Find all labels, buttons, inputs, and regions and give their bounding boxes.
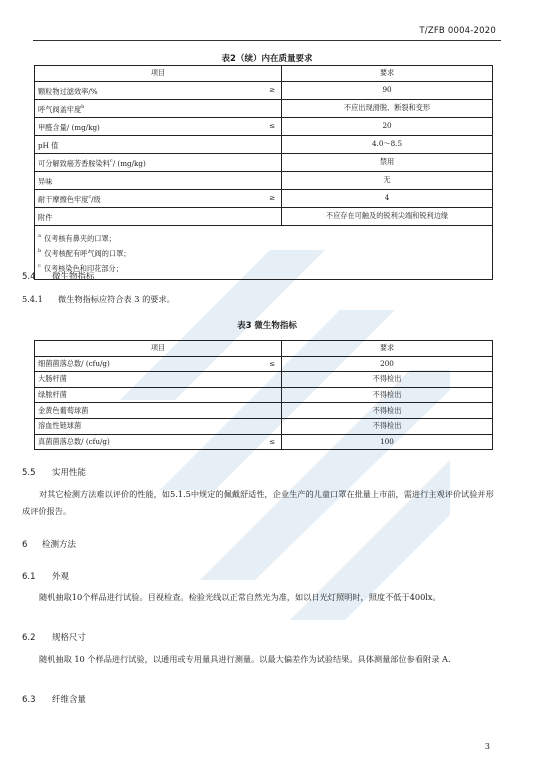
table-row — [35, 207, 493, 225]
row-item: pH 值 — [35, 135, 235, 153]
table-row — [35, 356, 493, 372]
row-comparator — [235, 135, 282, 153]
row-requirement: 不得检出 — [282, 403, 493, 419]
row-item: 甲醛含量/ (mg/kg) — [35, 117, 235, 135]
row-item: 可分解致癌芳香胺染料$^c$/ (mg/kg) — [35, 153, 235, 171]
row-item: 溶血性链球菌 — [35, 418, 235, 434]
section-6-2-heading: 6.2 规格尺寸 — [22, 633, 87, 643]
row-requirement: 不得检出 — [282, 372, 493, 388]
row-item: 耐干摩擦色牢度$^c$/级 — [35, 189, 235, 207]
section-6-2-paragraph: 随机抽取 10 个样品进行试验，以通用或专用量具进行测量。以最大偏差作为试验结果。具体测量部位参看附录 A. — [39, 654, 451, 664]
table2-header-requirement: 要求 — [282, 66, 493, 82]
row-comparator — [235, 153, 282, 171]
table-row — [35, 189, 493, 207]
table-row — [35, 372, 493, 388]
table-row — [35, 99, 493, 117]
row-item: 异味 — [35, 171, 235, 189]
table-row — [35, 403, 493, 419]
row-comparator: ≤ — [235, 434, 282, 450]
row-comparator — [235, 418, 282, 434]
row-requirement: 不得检出 — [282, 418, 493, 434]
table-row — [35, 135, 493, 153]
row-comparator: ≥ — [235, 189, 282, 207]
row-item: 绿脓杆菌 — [35, 387, 235, 403]
section-5-4-1-text: 5.4.1 微生物指标应符合表 3 的要求。 — [22, 294, 175, 304]
table-row — [35, 153, 493, 171]
section-5-4-heading: 5.4 微生物指标 — [22, 272, 95, 282]
row-comparator — [235, 372, 282, 388]
note-line: $^a$ 仅考核有鼻夹的口罩； — [38, 232, 116, 243]
note-line: $^b$ 仅考核配有呼气阀的口罩； — [38, 247, 131, 258]
row-item: 呼气阀盖牢度$^b$ — [35, 99, 235, 117]
row-requirement: 禁用 — [282, 153, 493, 171]
row-requirement: 4 — [282, 189, 493, 207]
table-row — [35, 418, 493, 434]
table2-header-item: 项目 — [35, 66, 282, 82]
table-row — [35, 81, 493, 99]
page-number: 3 — [484, 742, 490, 751]
table-row — [35, 434, 493, 450]
table2-title: 表2（续）内在质量要求 — [221, 54, 313, 64]
table2-quality-requirements — [34, 65, 493, 280]
table3-header-requirement: 要求 — [282, 341, 493, 357]
row-item: 细菌菌落总数/ (cfu/g) — [35, 356, 235, 372]
section-6-1-paragraph: 随机抽取10个样品进行试验。目视检查。检验光线以正常自然光为准，如以日光灯照明时，照度不低于400lx。 — [39, 592, 441, 602]
row-comparator — [235, 171, 282, 189]
row-requirement: 4.0～8.5 — [282, 135, 493, 153]
table3-header-item: 项目 — [35, 341, 282, 357]
note-line: $^c$ 仅考核染色和印花部分； — [38, 262, 123, 273]
table3-title: 表3 微生物指标 — [237, 321, 297, 331]
row-requirement: 90 — [282, 81, 493, 99]
row-requirement: 100 — [282, 434, 493, 450]
section-5-5-heading: 5.5 实用性能 — [22, 468, 87, 478]
table-row — [35, 117, 493, 135]
row-item: 大肠杆菌 — [35, 372, 235, 388]
section-5-5-paragraph: 对其它检测方法难以评价的性能，如5.1.5中规定的佩戴舒适性，企业生产的儿童口罩在批量上市前，需进行主观评价试验并形成评价报告。 — [22, 489, 494, 516]
table-notes — [35, 225, 493, 279]
row-comparator — [235, 403, 282, 419]
row-comparator: ≤ — [235, 356, 282, 372]
table-notes-row — [35, 225, 493, 279]
row-item: 附件 — [35, 207, 235, 225]
section-6-heading: 6 检测方法 — [22, 540, 77, 550]
section-6-1-heading: 6.1 外观 — [22, 572, 70, 582]
row-item: 金黄色葡萄球菌 — [35, 403, 235, 419]
row-comparator: ≤ — [235, 117, 282, 135]
row-requirement: 不得检出 — [282, 387, 493, 403]
row-comparator — [235, 207, 282, 225]
row-requirement: 20 — [282, 117, 493, 135]
footnote-mark: c — [88, 193, 92, 200]
row-comparator — [235, 99, 282, 117]
row-requirement: 不应出现滑脱、断裂和变形 — [282, 99, 493, 117]
table3-microbial-indicators — [34, 340, 493, 450]
section-6-3-heading: 6.3 纤维含量 — [22, 695, 87, 705]
row-item: 真菌菌落总数/ (cfu/g) — [35, 434, 235, 450]
header-rule — [33, 40, 501, 41]
row-requirement: 不应存在可触及的锐利尖端和锐利边缘 — [282, 207, 493, 225]
row-comparator — [235, 387, 282, 403]
row-comparator: ≥ — [235, 81, 282, 99]
row-requirement: 200 — [282, 356, 493, 372]
row-requirement: 无 — [282, 171, 493, 189]
standard-code: T/ZFB 0004-2020 — [419, 26, 496, 36]
footnote-mark: b — [81, 103, 85, 110]
footnote-mark: c — [109, 157, 113, 164]
table-row — [35, 387, 493, 403]
row-item: 颗粒物过滤效率/% — [35, 81, 235, 99]
table-row — [35, 171, 493, 189]
